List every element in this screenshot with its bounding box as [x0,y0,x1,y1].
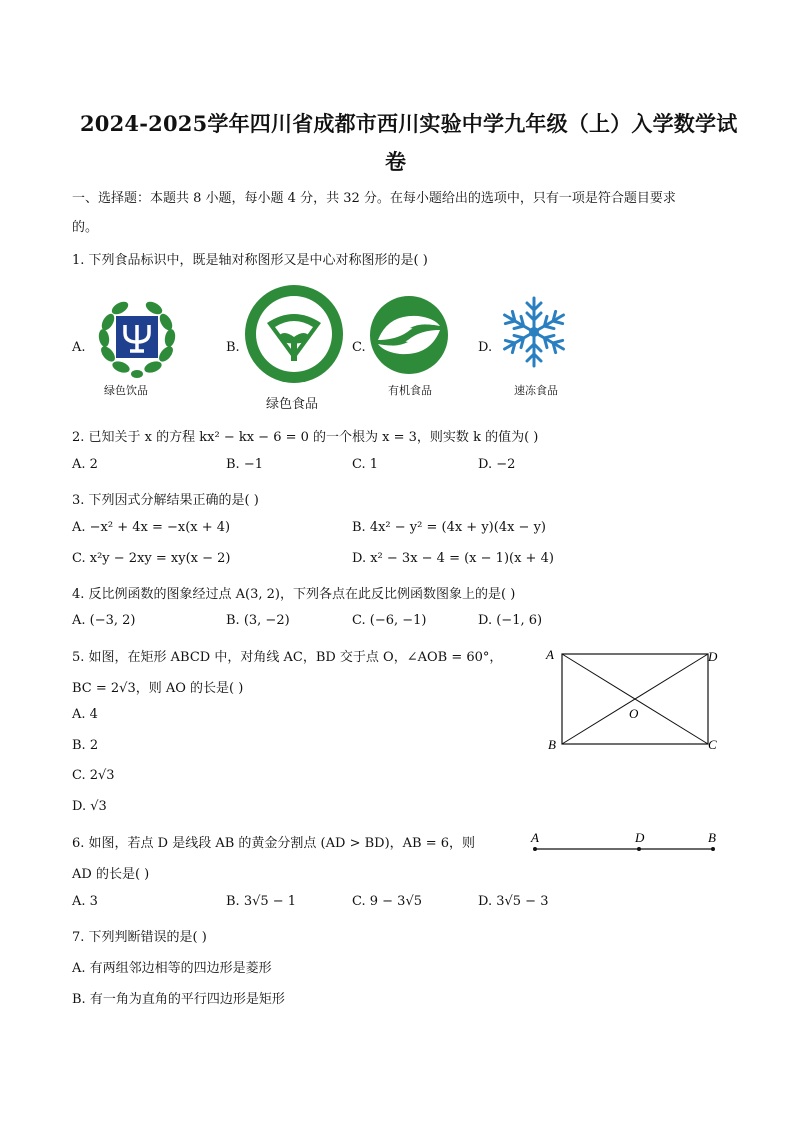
q6-option-d: D. 3√5 − 3 [478,894,549,909]
q4-option-c: C. (−6, −1) [352,613,427,628]
q2-option-a: A. 2 [72,457,98,472]
point-a-label: A [531,830,539,845]
snowflake-frozen-food-icon [498,296,570,368]
page-title-line1: 2024-2025学年四川省成都市西川实验中学九年级（上）入学数学试 [80,111,738,136]
q4-option-d: D. (−1, 6) [478,613,543,628]
q4-option-b: B. (3, −2) [226,613,290,628]
q2-option-d: D. −2 [478,457,516,472]
q4-stem: 4. 反比例函数的图象经过点 A(3, 2)，下列各点在此反比例函数图象上的是( ) [72,587,516,602]
organic-food-logo-icon [370,296,448,374]
vertex-a-label: A [546,647,554,662]
q2-option-c: C. 1 [352,457,379,472]
q1-option-b-caption: 绿色食品 [266,396,319,411]
q1-option-d-caption: 速冻食品 [514,385,558,397]
q6-option-c: C. 9 − 3√5 [352,894,423,909]
q6-option-a: A. 3 [72,894,98,909]
section-heading-line1: 一、选择题：本题共 8 小题，每小题 4 分，共 32 分。在每小题给出的选项中，只有一项是符合题目要求 [72,191,676,206]
q7-option-a: A. 有两组邻边相等的四边形是菱形 [72,961,272,976]
q5-stem-line1: 5. 如图，在矩形 ABCD 中，对角线 AC，BD 交于点 O，∠AOB = 60°， [72,650,503,665]
q1-option-b-label: B. [226,340,240,355]
point-a [533,847,537,851]
q2-stem: 2. 已知关于 x 的方程 kx² − kx − 6 = 0 的一个根为 x = 3，则实数 k 的值为( ) [72,430,539,445]
green-drink-logo-icon [94,296,180,380]
q7-option-b: B. 有一角为直角的平行四边形是矩形 [72,992,285,1007]
q1-option-a-label: A. [72,340,86,355]
q4-option-a: A. (−3, 2) [72,613,136,628]
q3-option-b: B. 4x² − y² = (4x + y)(4x − y) [352,520,546,535]
q6-stem-line2: AD 的长是( ) [72,867,150,882]
q5-option-c: C. 2√3 [72,768,115,783]
q5-option-d: D. √3 [72,799,107,814]
q2-option-b: B. −1 [226,457,263,472]
q3-option-a: A. −x² + 4x = −x(x + 4) [72,520,231,535]
point-d-label: D [635,830,645,845]
center-o-label: O [629,706,639,721]
vertex-c-label: C [708,737,717,752]
q6-option-b: B. 3√5 − 1 [226,894,297,909]
q6-stem-line1: 6. 如图，若点 D 是线段 AB 的黄金分割点 (AD > BD)，AB = 6，则 [72,836,476,851]
point-b [711,847,715,851]
point-d [637,847,641,851]
q6-segment-figure [528,828,722,856]
q1-option-d-label: D. [478,340,493,355]
vertex-d-label: D [708,649,718,664]
green-food-logo-icon [245,285,343,383]
vertex-b-label: B [548,737,556,752]
q3-stem: 3. 下列因式分解结果正确的是( ) [72,493,259,508]
q1-option-c-caption: 有机食品 [388,385,432,397]
page-title-line2: 卷 [385,149,407,174]
q3-option-c: C. x²y − 2xy = xy(x − 2) [72,551,231,566]
q1-option-c-label: C. [352,340,366,355]
q3-option-d: D. x² − 3x − 4 = (x − 1)(x + 4) [352,551,554,566]
q5-stem-line2: BC = 2√3，则 AO 的长是( ) [72,681,244,696]
q1-option-a-caption: 绿色饮品 [104,385,148,397]
q5-rectangle-figure [540,644,730,756]
point-b-label: B [708,830,716,845]
section-heading-line2: 的。 [72,220,99,235]
q1-stem: 1. 下列食品标识中，既是轴对称图形又是中心对称图形的是( ) [72,253,428,268]
q5-option-a: A. 4 [72,707,98,722]
q5-option-b: B. 2 [72,738,99,753]
q7-stem: 7. 下列判断错误的是( ) [72,930,207,945]
